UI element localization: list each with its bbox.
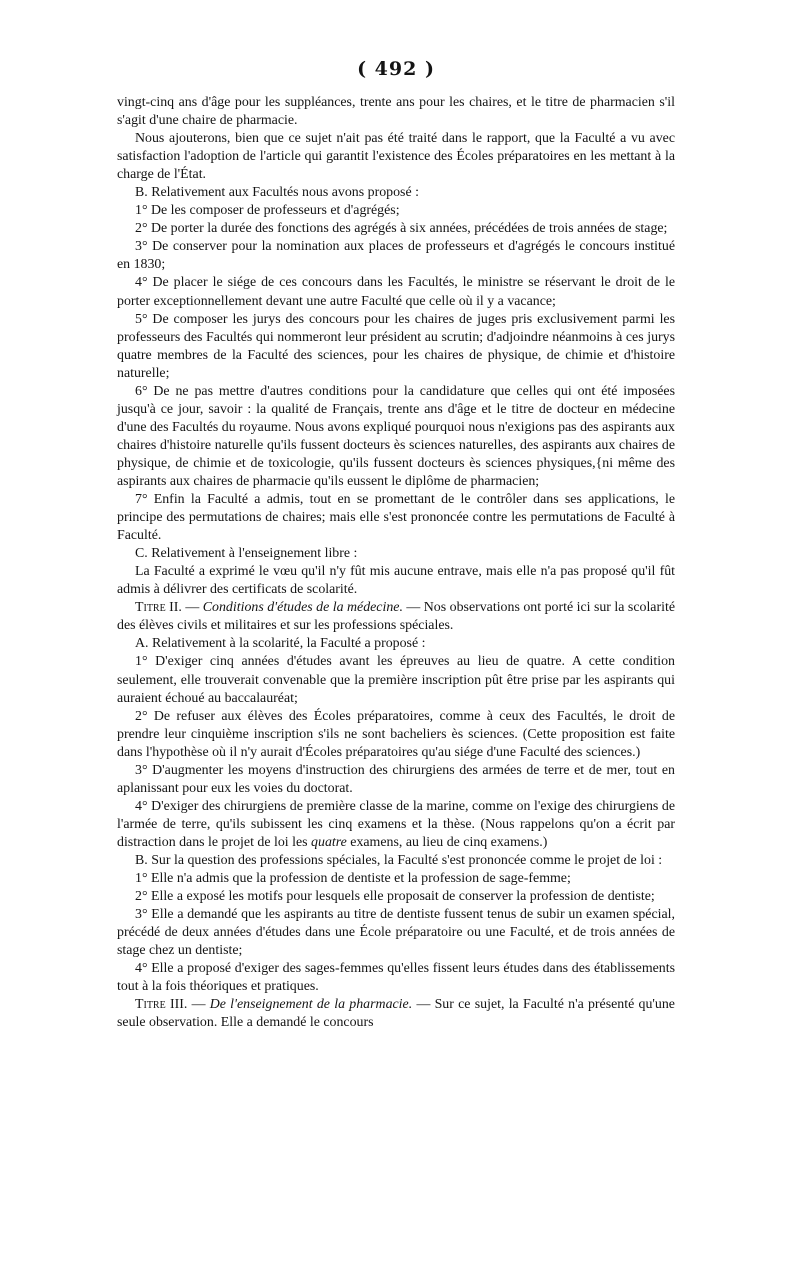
paragraph: 1° De les composer de professeurs et d'agrégés; [135, 203, 400, 219]
paragraph: Nous ajouterons, bien que ce sujet n'ait pas été traité dans le rapport, que la Faculté a vu avec satisfaction l'adoption de l'article qui garantit l'existence des Écoles préparatoires en les mettant à la charge de l'État. [117, 131, 675, 183]
paragraph: 1° Elle n'a admis que la profession de dentiste et la profession de sage-femme; [135, 871, 571, 887]
paragraph-4-after: examens, au lieu de cinq examens.) [346, 834, 548, 850]
titre-2-text: — Nos observations ont porté ici sur la scolarité des élèves civils et militaires et sur les professions spéciales. [117, 600, 675, 634]
titre-2-label: Titre II. [135, 600, 182, 616]
paragraph: vingt-cinq ans d'âge pour les suppléances, trente ans pour les chaires, et le titre de pharmacien s'il s'agit d'une chaire de pharmacie. [117, 95, 675, 129]
paragraph-4 [117, 798, 675, 852]
paragraph: 7° Enfin la Faculté a admis, tout en se promettant de le contrôler dans ses applications, le principe des permutations de chaires; mais elle s'est prononcée contre les permutations de Faculté à Faculté. [117, 492, 675, 544]
paragraph-4-before: 4° D'exiger des chirurgiens de première classe de la marine, comme on l'exige des chirurgiens de l'armée de terre, qu'ils subissent les cinq examens et la thèse. (Nous rappelons qu'on a écrit par distraction dans le projet de loi les [117, 798, 675, 850]
body-text [117, 94, 675, 1032]
document-page [117, 58, 675, 1032]
titre-3-label: Titre III. [135, 997, 188, 1013]
paragraph: 3° De conserver pour la nomination aux places de professeurs et d'agrégés le concours institué en 1830; [117, 239, 675, 273]
paragraph: 4° De placer le siége de ces concours dans les Facultés, le ministre se réservant le droit de le porter exceptionnellement devant une autre Faculté que celle où il y a vacance; [117, 275, 675, 309]
paragraph: 2° Elle a exposé les motifs pour lesquels elle proposait de conserver la profession de dentiste; [135, 889, 655, 905]
paragraph: 3° D'augmenter les moyens d'instruction des chirurgiens des armées de terre et de mer, tout en aplanissant pour eux les voies du doctorat. [117, 762, 675, 796]
paragraph: 2° De porter la durée des fonctions des agrégés à six années, précédées de trois années de stage; [135, 221, 668, 237]
page-number: ( 492 ) [357, 58, 435, 80]
paragraph: 3° Elle a demandé que les aspirants au titre de dentiste fussent tenus de subir un examen spécial, précédé de deux années d'études dans une École préparatoire ou une Faculté, et de trois années de stage chez un dentiste; [117, 907, 675, 959]
paragraph: B. Sur la question des professions spéciales, la Faculté s'est prononcée comme le projet de loi : [135, 852, 663, 868]
paragraph: 1° D'exiger cinq années d'études avant les épreuves au lieu de quatre. A cette condition seulement, elle trouverait convenable que la première inscription pût être prise par les aspirants qui auraient échoué au baccalauréat; [117, 654, 675, 706]
paragraph-4-italic: quatre [311, 834, 347, 850]
titre-2-heading: Conditions d'études de la médecine. [202, 600, 403, 616]
paragraph: 5° De composer les jurys des concours pour les chaires de juges pris exclusivement parmi les professeurs des Facultés qui nommeront leur président au scrutin; d'adjoindre néanmoins à ces jurys quatre membres de la Faculté des sciences, pour les chaires de physique, de chimie et d'histoire naturelle; [117, 311, 675, 381]
titre-2-paragraph: Titre II. — Conditions d'études de la médecine. — Nos observations ont porté ici sur la scolarité des élèves civils et militaires et sur les professions spéciales. [117, 600, 675, 634]
paragraph: 4° Elle a proposé d'exiger des sages-femmes qu'elles fissent leurs études dans des établissements tout à la fois théoriques et pratiques. [117, 961, 675, 995]
titre-3-heading: De l'enseignement de la pharmacie. [209, 997, 413, 1013]
paragraph: 6° De ne pas mettre d'autres conditions pour la candidature que celles qui ont été imposées jusqu'à ce jour, savoir : la qualité de Français, trente ans d'âge et le titre de docteur en médecine d'une des Facultés du royaume. Nous avons expliqué pourquoi nous n'exigions pas des aspirants aux chaires d'histoire naturelle qu'ils fussent docteurs ès sciences naturelles, des aspirants aux chaires de physique, de chimie et de toxicologie, qu'ils fussent docteurs ès sciences physiques,{ni même des aspirants aux chaires de pharmacie qu'ils eussent le diplôme de pharmacien; [117, 383, 675, 489]
paragraph: B. Relativement aux Facultés nous avons proposé : [135, 185, 419, 201]
paragraph: 2° De refuser aux élèves des Écoles préparatoires, comme à ceux des Facultés, le droit de prendre leur cinquième inscription s'ils ne sont bacheliers ès sciences. (Cette proposition est faite dans l'hypothèse où il n'y aurait d'Écoles préparatoires qu'au siége d'une Faculté des sciences.) [117, 708, 675, 760]
paragraph: La Faculté a exprimé le vœu qu'il n'y fût mis aucune entrave, mais elle n'a pas proposé qu'il fût admis à délivrer des certificats de scolarité. [117, 564, 675, 598]
paragraph: A. Relativement à la scolarité, la Faculté a proposé : [135, 636, 426, 652]
titre-3-paragraph: Titre III. — De l'enseignement de la pharmacie. — Sur ce sujet, la Faculté n'a présenté qu'une seule observation. Elle a demandé le concours [117, 997, 675, 1031]
titre-3-text: — Sur ce sujet, la Faculté n'a présenté qu'une seule observation. Elle a demandé le concours [117, 997, 675, 1031]
paragraph: C. Relativement à l'enseignement libre : [135, 546, 358, 562]
